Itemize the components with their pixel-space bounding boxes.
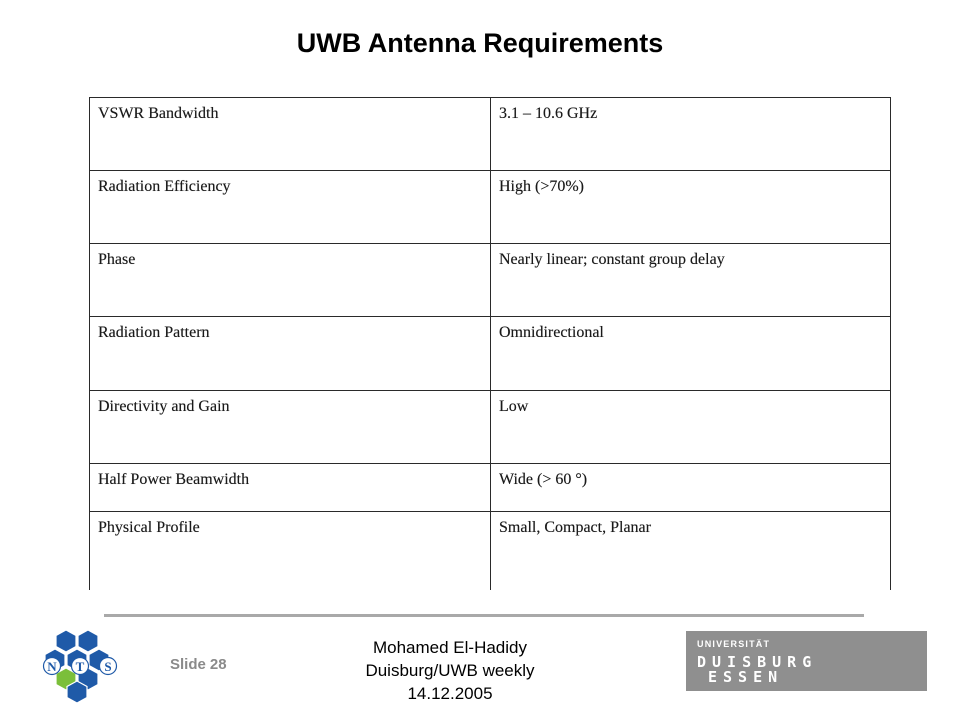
table-row	[90, 512, 891, 590]
hex-cell	[67, 681, 87, 703]
table-row	[90, 464, 891, 512]
footer-info	[330, 636, 570, 705]
parameter-cell: VSWR Bandwidth	[90, 98, 491, 171]
nts-letter-t: T	[75, 659, 85, 674]
requirement-cell: Omnidirectional	[491, 317, 891, 391]
table-row	[90, 244, 891, 317]
presentation-date: 14.12.2005	[407, 684, 493, 703]
requirement-cell: High (>70%)	[491, 171, 891, 244]
table-row	[90, 317, 891, 391]
logo-universitaet-text: UNIVERSITÄT	[697, 639, 771, 649]
logo-essen-text: ESSEN	[708, 668, 784, 686]
footer-divider	[104, 614, 864, 617]
nts-letter-n: N	[47, 659, 57, 674]
nts-letter-s: S	[104, 659, 112, 674]
parameter-cell: Directivity and Gain	[90, 391, 491, 464]
table-row	[90, 391, 891, 464]
parameter-cell: Radiation Efficiency	[90, 171, 491, 244]
slide-title: UWB Antenna Requirements	[296, 28, 664, 58]
requirement-cell: Nearly linear; constant group delay	[491, 244, 891, 317]
hex-cell	[56, 630, 76, 652]
slide-number-value: 28	[209, 656, 227, 673]
parameter-cell: Phase	[90, 244, 491, 317]
table-row	[90, 98, 891, 171]
parameter-cell: Physical Profile	[90, 512, 491, 590]
table-row	[90, 171, 891, 244]
university-logo-icon	[686, 631, 927, 691]
requirement-cell: 3.1 – 10.6 GHz	[491, 98, 891, 171]
parameter-cell: Half Power Beamwidth	[90, 464, 491, 512]
hex-cell	[78, 630, 98, 652]
requirements-table	[89, 97, 891, 590]
event-name: Duisburg/UWB weekly	[365, 661, 535, 680]
parameter-cell: Radiation Pattern	[90, 317, 491, 391]
nts-logo-icon	[36, 628, 124, 704]
logo-duisburg-text: DUISBURG	[697, 653, 818, 671]
slide-label: Slide	[170, 656, 206, 673]
author-name: Mohamed El-Hadidy	[372, 638, 527, 657]
requirement-cell: Wide (> 60 °)	[491, 464, 891, 512]
requirement-cell: Small, Compact, Planar	[491, 512, 891, 590]
slide-number	[170, 656, 227, 673]
requirement-cell: Low	[491, 391, 891, 464]
